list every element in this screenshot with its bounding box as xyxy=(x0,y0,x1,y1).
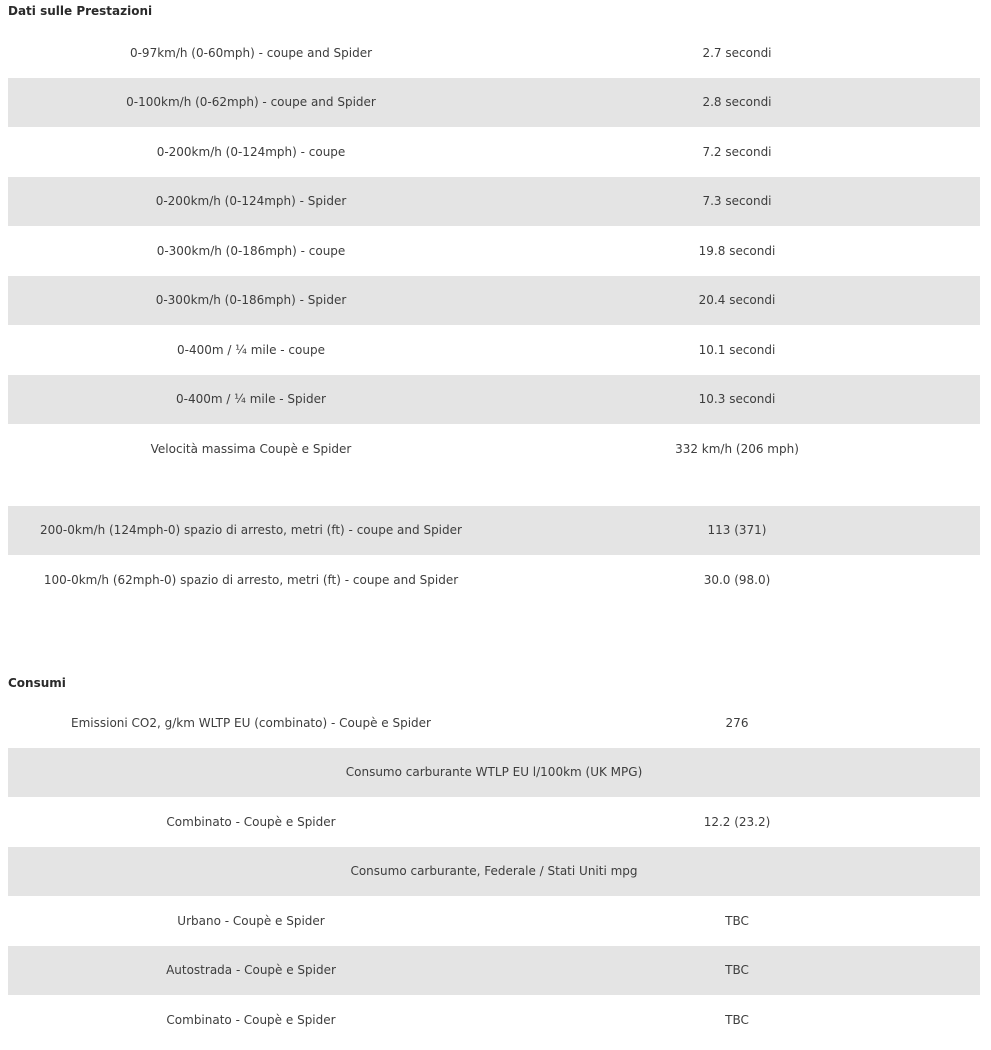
row-label: 200-0km/h (124mph-0) spazio di arresto, metri (ft) - coupe and Spider xyxy=(8,506,494,556)
row-value: 2.7 secondi xyxy=(702,45,772,60)
table-row xyxy=(8,896,980,946)
spacer-cell xyxy=(494,474,980,506)
row-label: 0-200km/h (0-124mph) - Spider xyxy=(8,177,494,227)
row-value: 10.1 secondi xyxy=(698,342,776,357)
row-label: Autostrada - Coupè e Spider xyxy=(8,946,494,996)
row-label: 0-300km/h (0-186mph) - coupe xyxy=(156,243,346,258)
row-value: 10.3 secondi xyxy=(494,375,980,425)
spacer-cell xyxy=(8,474,494,506)
row-label: Velocità massima Coupè e Spider xyxy=(150,441,352,456)
row-label: 0-400m / ¼ mile - Spider xyxy=(8,375,494,425)
table-row xyxy=(8,325,980,375)
performance-section-title: Dati sulle Prestazioni xyxy=(8,4,153,18)
consumption-section-title: Consumi xyxy=(8,676,66,690)
row-value: 12.2 (23.2) xyxy=(703,814,771,829)
row-label: Emissioni CO2, g/km WLTP EU (combinato) - Coupè e Spider xyxy=(71,715,431,730)
row-label: 0-200km/h (0-124mph) - coupe xyxy=(156,144,346,159)
table-row xyxy=(8,28,980,78)
row-value: TBC xyxy=(725,913,749,928)
row-value: TBC xyxy=(725,1012,749,1027)
table-row xyxy=(8,177,980,227)
row-value: 332 km/h (206 mph) xyxy=(675,441,799,456)
table-row xyxy=(8,127,980,177)
table-row xyxy=(8,506,980,556)
row-label: 0-97km/h (0-60mph) - coupe and Spider xyxy=(129,45,373,60)
table-row xyxy=(8,555,980,605)
table-row xyxy=(8,698,980,748)
subheading-label: Consumo carburante, Federale / Stati Uniti mpg xyxy=(8,847,980,897)
row-value: 7.2 secondi xyxy=(702,144,772,159)
table-row xyxy=(8,375,980,425)
row-value: 19.8 secondi xyxy=(698,243,776,258)
table-row xyxy=(8,797,980,847)
row-value: 2.8 secondi xyxy=(494,78,980,128)
subheading-label: Consumo carburante WTLP EU l/100km (UK MPG) xyxy=(8,748,980,798)
performance-table xyxy=(8,28,980,605)
table-subheading-row xyxy=(8,847,980,897)
row-label: Combinato - Coupè e Spider xyxy=(166,814,336,829)
table-row xyxy=(8,226,980,276)
row-value: 113 (371) xyxy=(494,506,980,556)
row-value: 7.3 secondi xyxy=(494,177,980,227)
row-value: TBC xyxy=(494,946,980,996)
row-label: 0-400m / ¼ mile - coupe xyxy=(177,342,325,357)
row-label: 0-100km/h (0-62mph) - coupe and Spider xyxy=(8,78,494,128)
row-value: 20.4 secondi xyxy=(494,276,980,326)
table-row xyxy=(8,78,980,128)
row-label: 100-0km/h (62mph-0) spazio di arresto, metri (ft) - coupe and Spider xyxy=(43,572,459,587)
table-row xyxy=(8,424,980,474)
row-label: Urbano - Coupè e Spider xyxy=(177,913,325,928)
table-row xyxy=(8,995,980,1045)
spacer-row xyxy=(8,474,980,506)
row-value: 276 xyxy=(725,715,749,730)
row-label: 0-300km/h (0-186mph) - Spider xyxy=(8,276,494,326)
consumption-table xyxy=(8,698,980,1045)
table-subheading-row xyxy=(8,748,980,798)
row-value: 30.0 (98.0) xyxy=(703,572,771,587)
row-label: Combinato - Coupè e Spider xyxy=(166,1012,336,1027)
table-row xyxy=(8,276,980,326)
table-row xyxy=(8,946,980,996)
